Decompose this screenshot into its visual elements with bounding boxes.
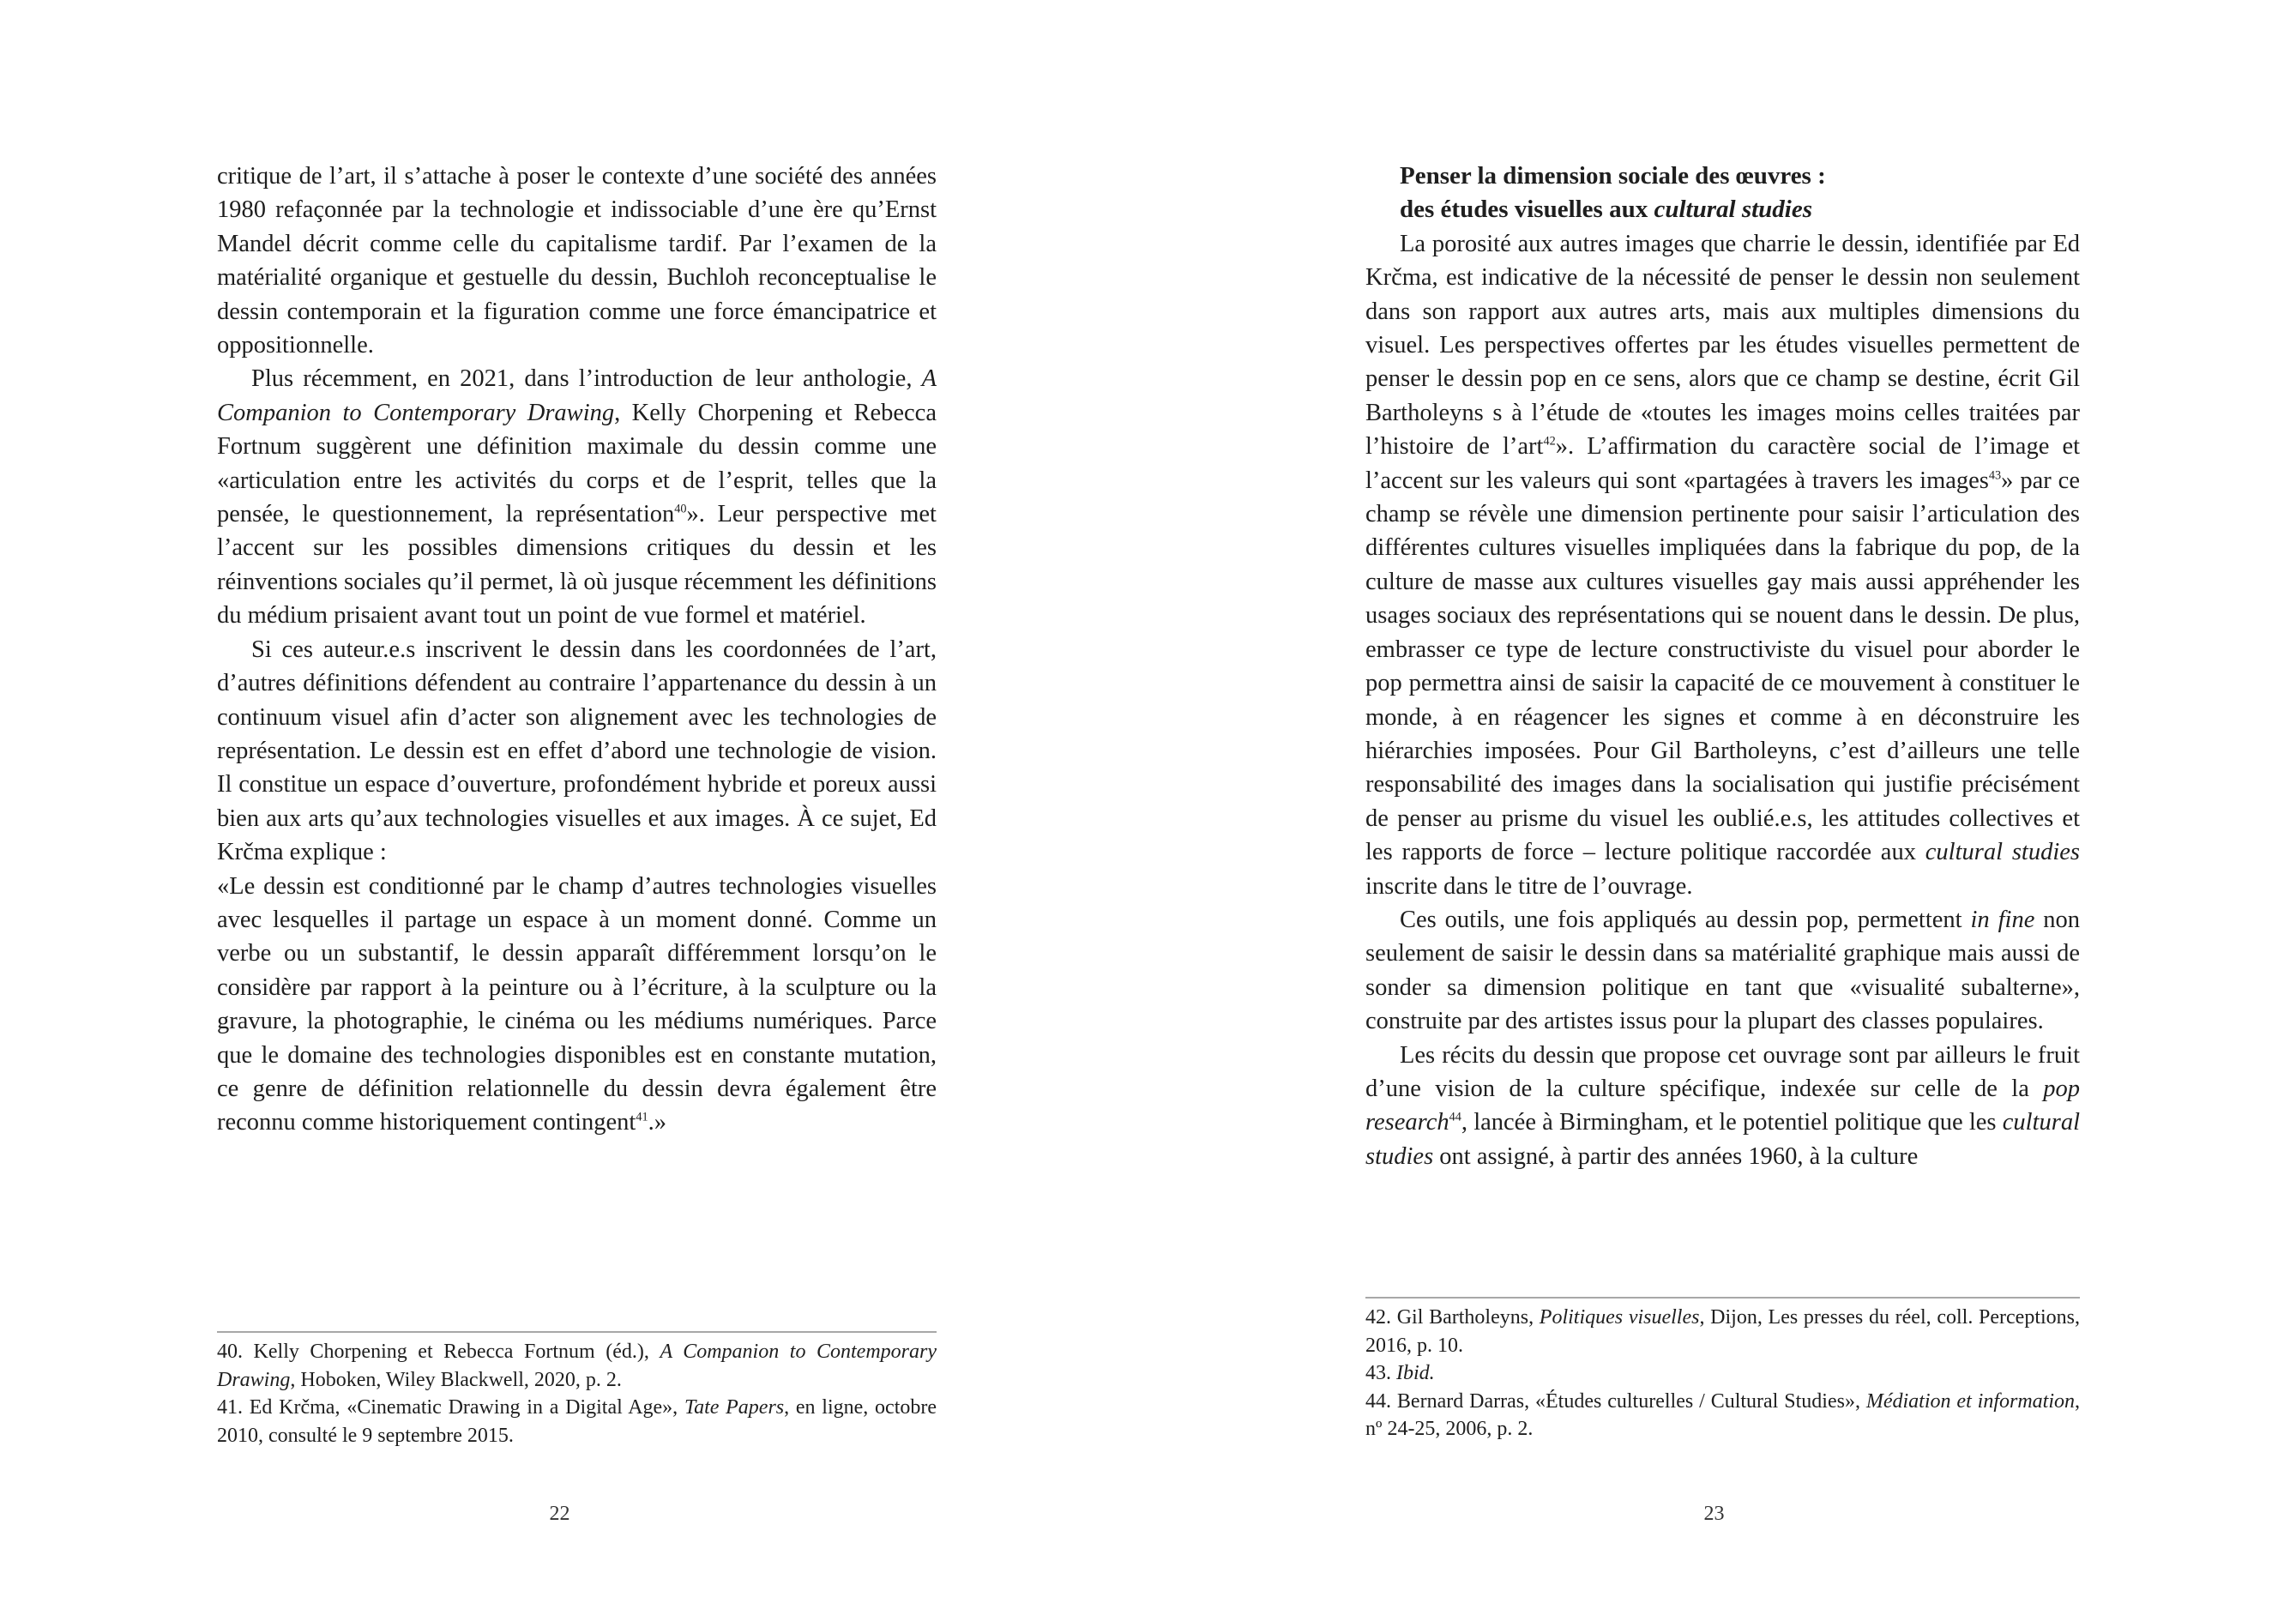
text-run: des études visuelles aux: [1400, 196, 1654, 224]
text-run: , Kelly Chorpening et Rebecca Fortnum suggèrent une définition maximale du dessin comme une «articulation entre les activités du corps et de l’esprit, telles que la pensée, le questionnement, la représentation: [217, 399, 937, 528]
text-run: non seulement de saisir le dessin dans sa matérialité graphique mais aussi de sonder sa dimension politique en tant que «visualité subalterne», construite par des artistes issus pour la plupart des classes populaires.: [1365, 906, 2081, 1035]
quote-end: .»: [648, 1109, 666, 1136]
text-run: , Hoboken, Wiley Blackwell, 2020, p. 2.: [290, 1368, 622, 1391]
text-run: Plus récemment, en 2021, dans l’introduction de leur anthologie,: [251, 365, 922, 393]
left-page: [217, 0, 937, 1621]
footnote-44: [1365, 1388, 2080, 1443]
paragraph: [1365, 1039, 2080, 1174]
paragraph: [1365, 227, 2080, 903]
text-run: , en ligne, octobre 2010, consulté le 9 septembre 2015.: [217, 1396, 937, 1447]
journal-title-italic: Médiation et information: [1865, 1389, 2075, 1413]
section-heading: [1400, 160, 2080, 227]
text-run: , nº 24-25, 2006, p. 2.: [1365, 1389, 2080, 1440]
paragraph: [1365, 903, 2080, 1039]
right-page: [1365, 0, 2080, 1621]
book-title-italic: A Companion to Contemporary Drawing: [217, 365, 937, 426]
right-page-body: [1365, 160, 2080, 1173]
footnote-number: 43.: [1365, 1362, 1391, 1384]
page-number: 22: [549, 1503, 570, 1525]
text-run: Ces outils, une fois appliqués au dessin pop, permettent: [1400, 906, 1971, 933]
footnote-number: 44.: [1365, 1389, 1391, 1413]
italic-term: cultural studies: [1365, 1109, 2080, 1170]
heading-line-2: [1400, 193, 2080, 226]
text-run: » par ce champ se révèle une dimension pertinente pour saisir l’articulation des différentes cultures visuelles impliquées dans la fabrique du pop, de la culture de masse aux cultures visuelles gay mais aussi appréhender les usages sociaux des représentations qui se nouent dans le dessin. De plus, embrasser ce type de lecture constructiviste du visuel pour aborder le pop permettra ainsi de saisir la capacité de ce mouvement à constituer le monde, à en réagencer les signes et comme à en déconstruire les hiérarchies imposées. Pour Gil Bartholeyns, c’est d’ailleurs une telle responsabilité des images dans la socialisation qui justifie précisément de penser au prisme du visuel les oublié.e.s, les attitudes collectives et les rapports de force – lecture politique raccordée aux: [1365, 467, 2080, 866]
text-run: ont assigné, à partir des années 1960, à la culture: [1433, 1142, 1919, 1170]
text-run: ». Leur perspective met l’accent sur les possibles dimensions critiques du dessin et les réinventions sociales qu’il permet, là où jusque récemment les définitions du médium prisaient avant tout un point de vue formel et matériel.: [217, 501, 937, 630]
text-run: , Dijon, Les presses du réel, coll. Perceptions, 2016, p. 10.: [1365, 1306, 2081, 1357]
footnote-ref-40[interactable]: 40: [674, 502, 687, 516]
footnote-43: [1365, 1359, 2080, 1388]
page-number: 23: [1703, 1503, 1725, 1525]
footnote-ref-42[interactable]: 42: [1543, 434, 1556, 449]
text-run: Bernard Darras, «Études culturelles / Cultural Studies»,: [1391, 1389, 1866, 1413]
footnote-ref-44[interactable]: 44: [1449, 1110, 1461, 1124]
text-run: Ed Krčma, «Cinematic Drawing in a Digital Age»,: [243, 1396, 684, 1419]
heading-line-1: Penser la dimension sociale des œuvres :: [1400, 162, 1826, 190]
left-page-body: [217, 160, 937, 1140]
quote-text: «Le dessin est conditionné par le champ d’autres technologies visuelles avec lesquelles il partage un espace à un moment donné. Comme un verbe ou un substantif, le dessin apparaît différemment lorsqu’on le considère par rapport à la peinture ou à l’écriture, à la sculpture ou la gravure, la photographie, le cinéma ou les médiums numériques. Parce que le domaine des technologies disponibles est en constante mutation, ce genre de définition relationnelle du dessin devra également être reconnu comme historiquement contingent: [217, 872, 937, 1136]
text-run: ». L’affirmation du caractère social de l’image et l’accent sur les valeurs qui sont «partagées à travers les images: [1365, 433, 2081, 494]
blockquote: [217, 870, 937, 1140]
footnote-number: 42.: [1365, 1306, 1391, 1329]
footnote-ref-43[interactable]: 43: [1988, 467, 2002, 482]
text-run: La porosité aux autres images que charrie le dessin, identifiée par Ed Krčma, est indicative de la nécessité de penser le dessin non seulement dans son rapport aux autres arts, mais aux multiples dimensions du visuel. Les perspectives offertes par les études visuelles permettent de penser le dessin pop en ce sens, alors que ce champ se destine, écrit Gil Bartholeyns s à l’étude de «toutes les images moins celles traitées par l’histoire de l’art: [1365, 230, 2080, 461]
book-title-italic: Politiques visuelles: [1539, 1306, 1700, 1329]
footnote-41: [217, 1394, 937, 1449]
paragraph: critique de l’art, il s’attache à poser le contexte d’une société des années 1980 refaçonnée par la technologie et indissociable d’une ère qu’Ernst Mandel décrit comme celle du capitalisme tardif. Par l’examen de la matérialité organique et gestuelle du dessin, Buchloh reconceptualise le dessin contemporain et la figuration comme une force émancipatrice et oppositionnelle.: [217, 163, 937, 359]
text-run: Les récits du dessin que propose cet ouvrage sont par ailleurs le fruit d’une vision de la culture spécifique, indexée sur celle de la: [1365, 1041, 2080, 1102]
italic-term: in fine: [1970, 906, 2035, 933]
right-footnotes: [1365, 1297, 2080, 1443]
italic-term: pop research: [1365, 1075, 2080, 1136]
heading-italic: cultural studies: [1654, 196, 1813, 224]
text-run: Kelly Chorpening et Rebecca Fortnum (éd.),: [243, 1341, 660, 1363]
paragraph: Si ces auteur.e.s inscrivent le dessin dans les coordonnées de l’art, d’autres définitions défendent au contraire l’appartenance du dessin à un continuum visuel afin d’acter son alignement avec les technologies de représentation. Le dessin est en effet d’abord une technologie de vision. Il constitue un espace d’ouverture, profondément hybride et poreux aussi bien aux arts qu’aux technologies visuelles et aux images. À ce sujet, Ed Krčma explique :: [217, 636, 937, 866]
ibid-italic: Ibid.: [1396, 1362, 1435, 1384]
footnote-number: 40.: [217, 1341, 243, 1363]
left-footnotes: [217, 1331, 937, 1449]
italic-term: cultural studies: [1925, 839, 2080, 866]
text-run: Gil Bartholeyns,: [1391, 1306, 1540, 1329]
text-run: inscrite dans le titre de l’ouvrage.: [1365, 872, 1693, 900]
paragraph: [217, 362, 937, 632]
journal-title-italic: Tate Papers: [684, 1396, 785, 1419]
footnote-42: [1365, 1304, 2080, 1359]
footnote-ref-41[interactable]: 41: [636, 1110, 648, 1124]
footnote-number: 41.: [217, 1396, 243, 1419]
book-title-italic: A Companion to Contemporary Drawing: [217, 1341, 937, 1391]
text-run: , lancée à Birmingham, et le potentiel politique que les: [1461, 1109, 2003, 1136]
footnote-40: [217, 1338, 937, 1394]
